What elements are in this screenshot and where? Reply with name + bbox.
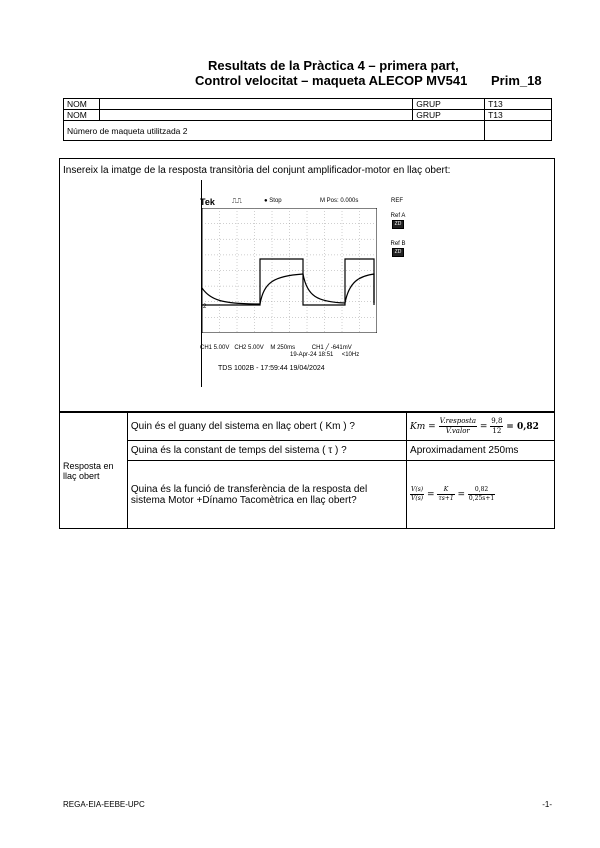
scope-date-info: [290, 352, 359, 358]
tf-den: 0,25s+1: [468, 495, 495, 502]
gain-fraction-2: [490, 417, 503, 436]
gain-lhs: Km =: [410, 422, 436, 432]
maqueta-empty: [485, 121, 552, 141]
scope-date: 19-Apr-24 18:51: [290, 352, 334, 358]
section-label: Resposta en llaç obert: [60, 413, 128, 529]
scope-ref-label: REF: [391, 198, 403, 204]
trigger-level: CH1 ╱ -641mV: [311, 345, 352, 351]
trigger-pulse-icon: ⎍⎍: [232, 198, 242, 205]
student-info-table: [63, 98, 552, 141]
footer-org: REGA-EIA-EEBE-UPC: [63, 800, 145, 809]
ref-a-label: Ref A: [390, 213, 406, 219]
ref-b-label: Ref B: [390, 241, 406, 247]
ref-b-box: ZD: [392, 248, 404, 257]
nom-field[interactable]: [99, 99, 412, 110]
scope-channel-info: [200, 344, 352, 351]
grup-label: GRUP: [413, 99, 485, 110]
gain-row: [60, 413, 555, 441]
question-gain: Quin és el guany del sistema en llaç obert ( Km ) ?: [127, 413, 406, 441]
nom-row-1: [64, 99, 552, 110]
ref-a-box: ZD: [392, 220, 404, 229]
nom-label: NOM: [64, 110, 100, 121]
ch2-scale: CH2 5.00V: [234, 345, 264, 351]
gain-fraction-1: [439, 417, 477, 436]
time-constant-row: [60, 441, 555, 461]
question-time-constant: Quina és la constant de temps del sistema ( τ ) ?: [127, 441, 406, 461]
gain-num-2: 9,8: [491, 417, 503, 425]
scope-header: [198, 196, 410, 208]
ch2-marker: 2: [203, 304, 207, 310]
tf-lhs-fraction: [410, 486, 424, 503]
title-text-2: Control velocitat – maqueta ALECOP MV541: [195, 73, 468, 88]
gain-result: = 0,82: [506, 422, 539, 432]
gain-den-2: 12: [492, 427, 502, 435]
results-table: [59, 412, 555, 529]
gain-den-1: V.valor: [445, 427, 470, 435]
scope-caption: TDS 1002B - 17:59:44 19/04/2024: [218, 365, 325, 372]
image-instruction: Insereix la imatge de la resposta transitòria del conjunt amplificador-motor en llaç obert:: [63, 165, 451, 176]
answer-transfer-function[interactable]: $\frac{V(s)}{V(s)}$ = $\frac{K}{\tau s+1}$ = $\frac{0,82}{0,25s+1}$: [407, 461, 555, 529]
practice-code: Prim_18: [491, 73, 542, 88]
tf-lhs-den: V(s): [411, 495, 424, 502]
tf-k-den: τs+1: [438, 495, 454, 502]
transfer-function-row: [60, 461, 555, 529]
tf-k-fraction: [437, 486, 454, 503]
gain-num-1: V.resposta: [439, 417, 476, 425]
tf-lhs-num: V(s): [411, 486, 424, 493]
tf-k-num: K: [437, 486, 454, 495]
question-transfer-function: Quina és la funció de transferència de la resposta del sistema Motor +Dínamo Tacomètrica en llaç obert?: [127, 461, 406, 529]
oscilloscope-screenshot: [198, 196, 410, 378]
scope-brand: Tek: [200, 197, 215, 207]
grup-label: GRUP: [413, 110, 485, 121]
title-text-1: Resultats de la Pràctica 4 – primera part,: [208, 58, 459, 73]
scope-status: ● Stop: [264, 198, 282, 204]
ref-b-menu: [388, 241, 408, 257]
scope-mpos: M Pos: 0.000s: [320, 198, 359, 204]
grup-value[interactable]: T13: [485, 110, 552, 121]
answer-time-constant[interactable]: Aproximadament 250ms: [407, 441, 555, 461]
nom-row-2: [64, 110, 552, 121]
answer-gain[interactable]: Km = $\frac{\text{V.resposta}}{\text{V.valor}}$ = $\frac{9,8}{12}$ = 0,82: [407, 413, 555, 441]
grup-value[interactable]: T13: [485, 99, 552, 110]
maqueta-label: Número de maqueta utilitzada 2: [64, 121, 485, 141]
scope-graticule: [202, 208, 377, 333]
ref-a-menu: [388, 213, 408, 229]
tf-value-fraction: [468, 486, 495, 503]
scope-freq: <10Hz: [341, 352, 360, 358]
ch1-scale: CH1 5.00V: [200, 345, 230, 351]
nom-field[interactable]: [99, 110, 412, 121]
footer-page-number: -1-: [542, 800, 552, 809]
nom-label: NOM: [64, 99, 100, 110]
timebase: M 250ms: [270, 345, 296, 351]
tf-num: 0,82: [468, 486, 495, 495]
maqueta-row: [64, 121, 552, 141]
